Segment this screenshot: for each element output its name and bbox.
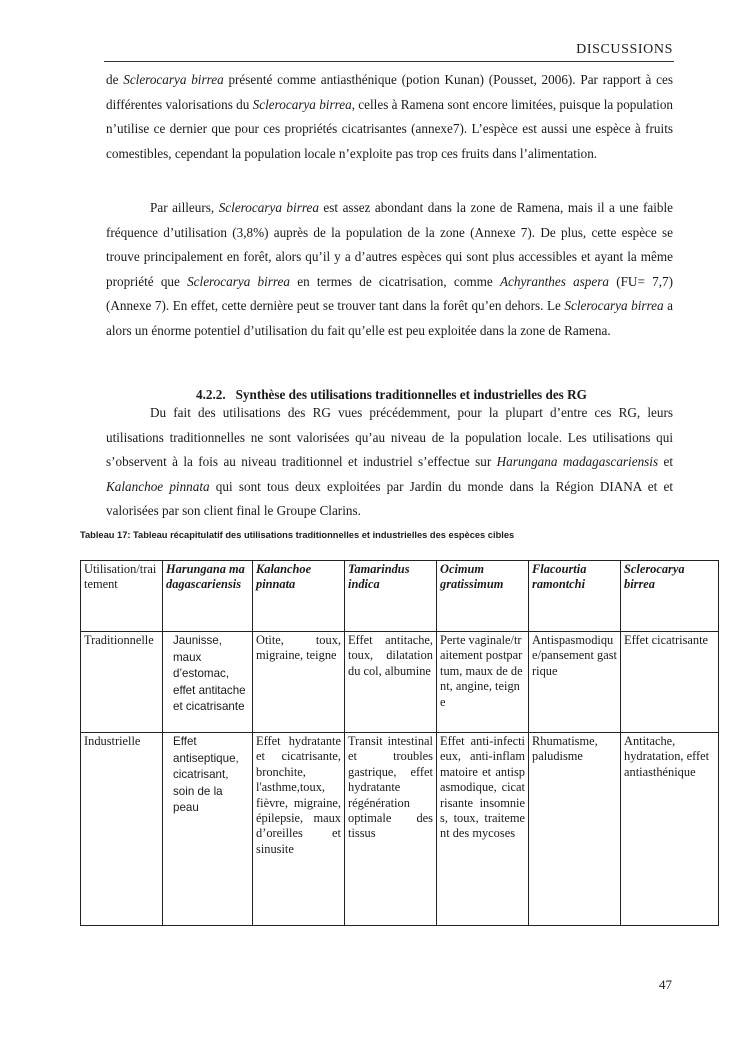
section-heading: 4.2.2. Synthèse des utilisations traditionnelles et industrielles des RG [196, 387, 587, 402]
uses-summary-table [80, 560, 719, 926]
cell-traditional-harungana: Jaunisse, maux d’estomac, effet antitache et cicatrisante [163, 632, 253, 733]
cell-traditional-kalanchoe: Otite, toux, migraine, teigne [253, 632, 345, 733]
cell-industrial-ocimum: Effet anti-infectieux, anti-inflammatoire et antispasmodique, cicatrisante insomnies, toux, traitement des mycoses [437, 733, 529, 926]
table-row-traditional [81, 632, 719, 733]
cell-industrial-kalanchoe: Effet hydratante et cicatrisante, bronchite, l'asthme,toux, fièvre, migraine, épilepsie, maux d’oreilles et sinusite [253, 733, 345, 926]
row-label-traditional: Traditionnelle [81, 632, 163, 733]
cell-industrial-flacourtia: Rhumatisme, paludisme [529, 733, 621, 926]
page-number: 47 [659, 977, 672, 992]
header-cell-use: Utilisation/traitement [81, 561, 163, 632]
paragraph-sclerocarya-frequency: Par ailleurs, Sclerocarya birrea est assez abondant dans la zone de Ramena, mais il a une faible fréquence d’utilisation (3,8%) auprès de la population de la zone (Annexe 7). De plus, cette espèce se trouve principalement en forêt, alors qu’il y a d’autres espèces qui sont plus accessibles et ayant la même propriété que Sclerocarya birrea en termes de cicatrisation, comme Achyranthes aspera (FU= 7,7) (Annexe 7). En effet, cette dernière peut se trouver tant dans la forêt qu’en dehors. Le Sclerocarya birrea a alors un énorme potentiel d’utilisation du fait qu’elle est peu exploitée dans la zone de Ramena. [106, 200, 673, 338]
header-cell-tamarindus: Tamarindus indica [345, 561, 437, 632]
table-header-row [81, 561, 719, 632]
paragraph-sclerocarya-valorisation: de Sclerocarya birrea présenté comme antiasthénique (potion Kunan) (Pousset, 2006). Par rapport à ces différentes valorisations du Sclerocarya birrea, celles à Ramena sont encore limitées, puisque la population n’utilise ce dernier que pour ces propriétés cicatrisantes (annexe7). L’espèce est aussi une espèce à fruits comestibles, cependant la population locale n’exploite pas trop ces fruits dans l’alimentation. [106, 72, 674, 161]
table-row-industrial [81, 733, 719, 926]
header-cell-harungana: Harungana madagascariensis [163, 561, 253, 632]
cell-industrial-harungana: Effet antiseptique, cicatrisant, soin de la peau [163, 733, 253, 926]
row-label-industrial: Industrielle [81, 733, 163, 926]
header-cell-kalanchoe: Kalanchoe pinnata [253, 561, 345, 632]
running-header-title: DISCUSSIONS [576, 42, 673, 57]
cell-traditional-tamarindus: Effet antitache, toux, dilatation du col, albumine [345, 632, 437, 733]
cell-traditional-ocimum: Perte vaginale/traitement postpartum, maux de dent, angine, teigne [437, 632, 529, 733]
header-divider [104, 61, 674, 62]
header-cell-sclerocarya: Sclerocarya birrea [621, 561, 719, 632]
cell-traditional-flacourtia: Antispasmodique/pansement gastrique [529, 632, 621, 733]
table-caption: Tableau 17: Tableau récapitulatif des utilisations traditionnelles et industrielles des espèces cibles [80, 530, 515, 540]
cell-industrial-tamarindus: Transit intestinal et troubles gastrique, effet hydratante régénération optimale des tissus [345, 733, 437, 926]
cell-industrial-sclerocarya: Antitache, hydratation, effet antiasthénique [621, 733, 719, 926]
header-cell-ocimum: Ocimum gratissimum [437, 561, 529, 632]
header-cell-flacourtia: Flacourtia ramontchi [529, 561, 621, 632]
paragraph-synthesis: Du fait des utilisations des RG vues précédemment, pour la plupart d’entre ces RG, leurs utilisations traditionnelles ne sont valorisées qu’au niveau de la population locale. Les utilisations qui s’observent à la fois au niveau traditionnel et industriel s’effectue sur Harungana madagascariensis et Kalanchoe pinnata qui sont tous deux exploitées par Jardin du monde dans la Région DIANA et et valorisées par son client final le Groupe Clarins. [106, 405, 674, 519]
cell-traditional-sclerocarya: Effet cicatrisante [621, 632, 719, 733]
